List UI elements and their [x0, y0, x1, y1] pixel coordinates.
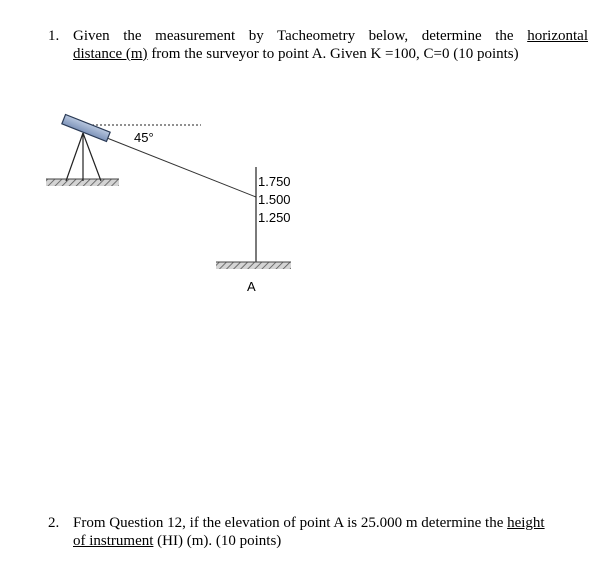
staff-ground	[216, 262, 291, 269]
question-1-underlined-distance: distance (m)	[73, 46, 148, 62]
question-1-number: 1.	[48, 28, 60, 44]
question-2-text-rest: (HI) (m). (10 points)	[153, 533, 282, 549]
reading-middle: 1.500	[258, 192, 291, 207]
question-2-line-1	[73, 514, 588, 532]
question-2-underlined-height: height	[507, 515, 545, 531]
angle-label: 45°	[134, 130, 154, 145]
question-2-text-start: From Question 12, if the elevation of point A is 25.000 m determine the	[73, 515, 508, 531]
question-1-text-start: Given the measurement by Tacheometry below, determine the	[73, 28, 514, 44]
reading-lower: 1.250	[258, 210, 291, 225]
question-2	[48, 514, 588, 550]
question-1-text-rest: from the surveyor to point A. Given K =100, C=0 (10 points)	[147, 46, 519, 62]
question-2-line-2	[73, 532, 588, 550]
question-2-underlined-instrument: of instrument	[73, 533, 154, 549]
question-2-number: 2.	[48, 515, 60, 531]
line-of-sight	[107, 138, 256, 197]
point-a-label: A	[247, 279, 256, 294]
reading-upper: 1.750	[258, 174, 291, 189]
tripod	[66, 133, 101, 181]
telescope	[62, 115, 110, 142]
question-1-underlined-horizontal: horizontal	[527, 28, 589, 44]
